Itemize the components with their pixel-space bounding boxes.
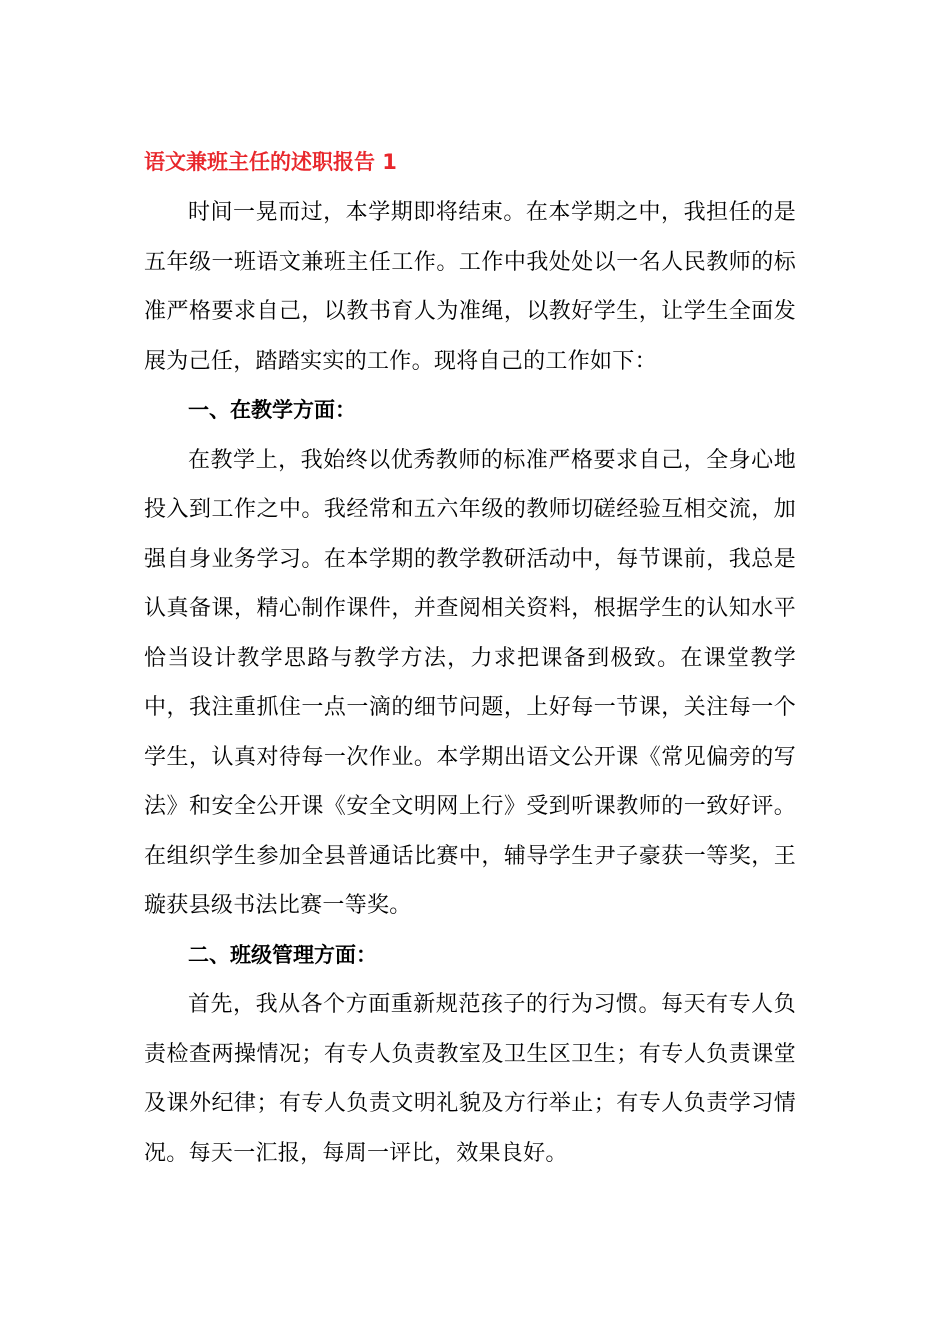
document-title: 语文兼班主任的述职报告 1 xyxy=(144,150,397,174)
teaching-paragraph: 在教学上，我始终以优秀教师的标准严格要求自己，全身心地投入到工作之中。我经常和五六年级的教师切磋经验互相交流，加强自身业务学习。在本学期的教学教研活动中，每节课前，我总是认真备课，精心制作课件，并查阅相关资料，根据学生的认知水平恰当设计教学思路与教学方法，力求把课备到极致。在课堂教学中，我注重抓住一点一滴的细节问题，上好每一节课，关注每一个学生，认真对待每一次作业。本学期出语文公开课《常见偏旁的写法》和安全公开课《安全文明网上行》受到听课教师的一致好评。在组织学生参加全县普通话比赛中，辅导学生尹子豪获一等奖，王璇获县级书法比赛一等奖。 xyxy=(144,447,796,918)
section-heading-teaching: 一、在教学方面： xyxy=(188,398,356,422)
intro-paragraph: 时间一晃而过，本学期即将结束。在本学期之中，我担任的是五年级一班语文兼班主任工作。工作中我处处以一名人民教师的标准严格要求自己，以教书育人为准绳，以教好学生，让学生全面发展为己任，踏踏实实的工作。现将自己的工作如下： xyxy=(144,200,796,374)
class-management-paragraph: 首先，我从各个方面重新规范孩子的行为习惯。每天有专人负责检查两操情况；有专人负责教室及卫生区卫生；有专人负责课堂及课外纪律；有专人负责文明礼貌及方行举止；有专人负责学习情况。每天一汇报，每周一评比，效果良好。 xyxy=(144,992,796,1166)
document-body xyxy=(144,140,796,1178)
section-heading-class-management: 二、班级管理方面： xyxy=(188,942,377,967)
